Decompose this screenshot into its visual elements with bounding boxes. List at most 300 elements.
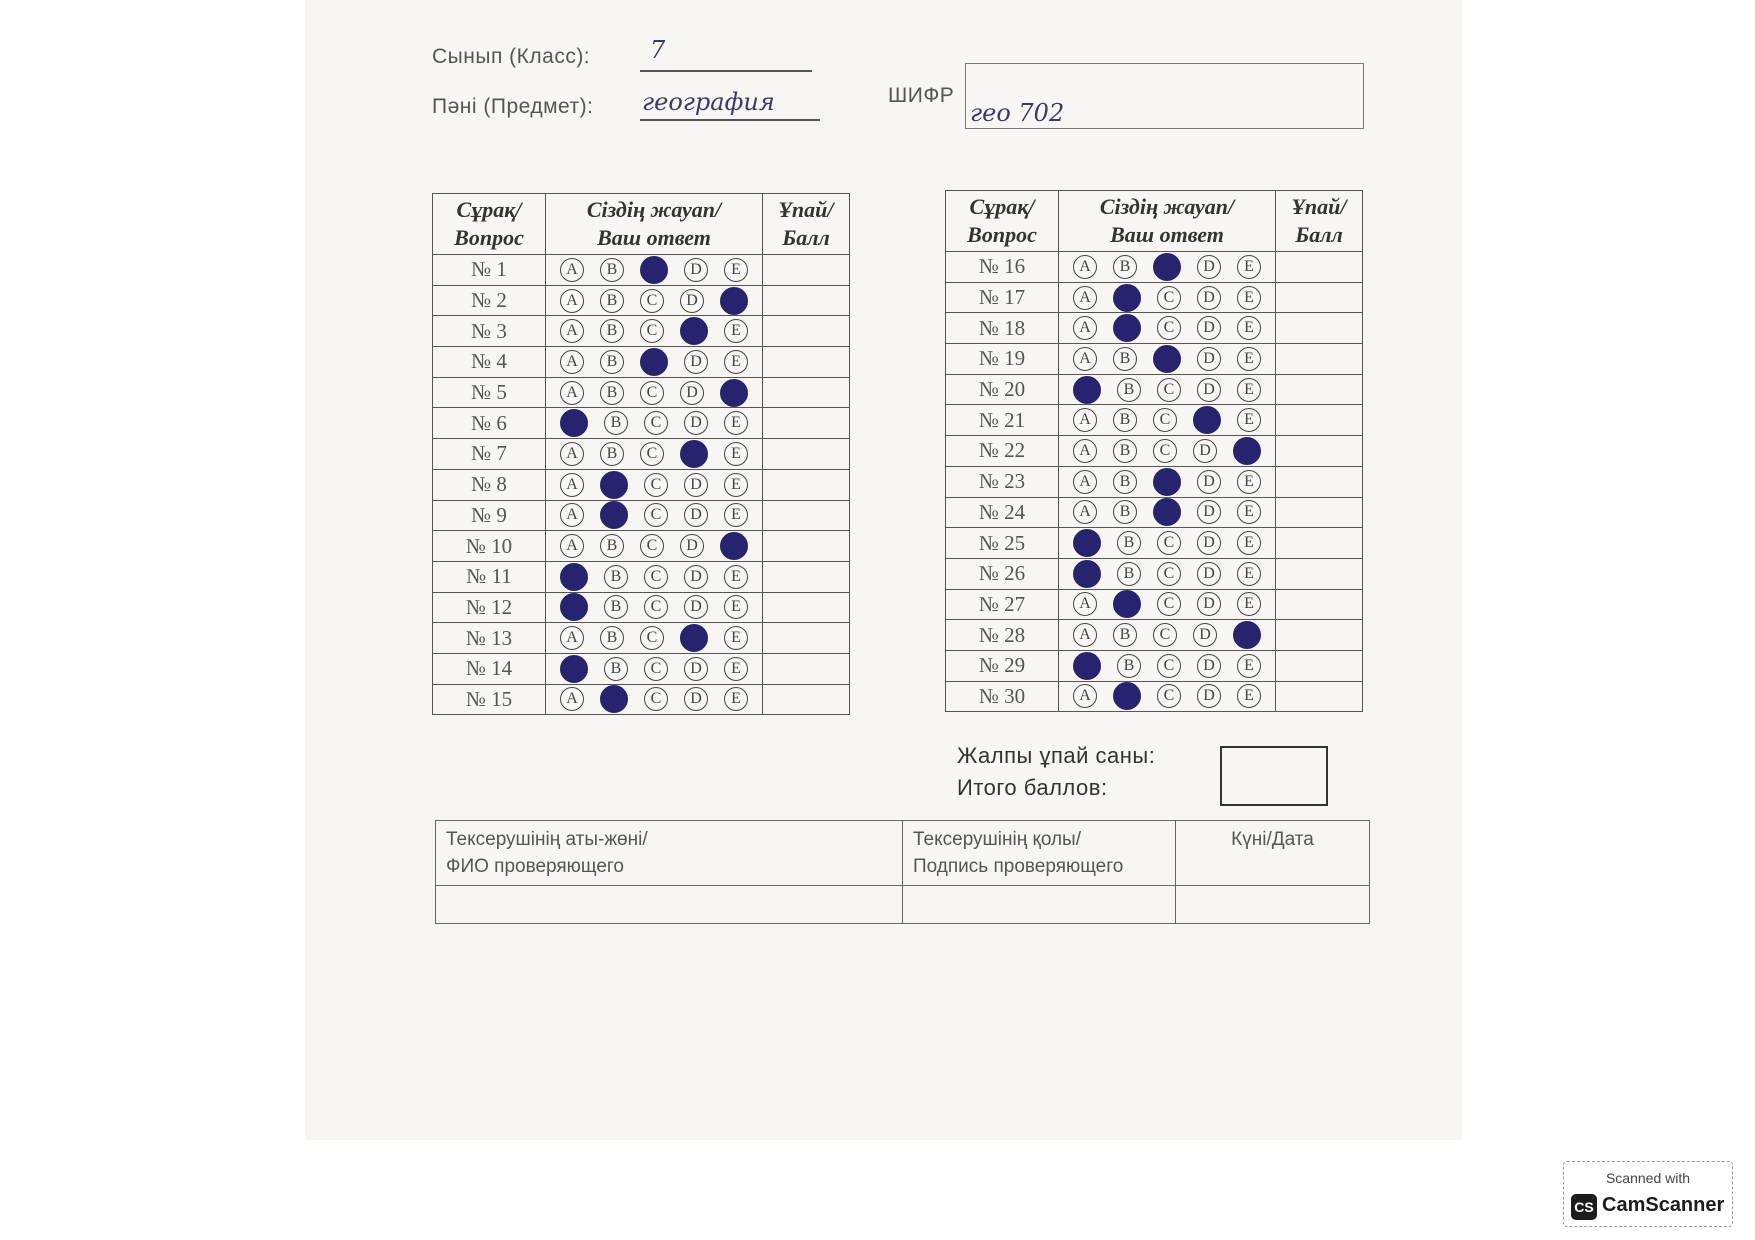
checker-signature-cell <box>903 886 1176 924</box>
score-cell <box>1276 313 1363 344</box>
table-row <box>946 558 1363 589</box>
answer-bubble-c[interactable]: C <box>644 565 668 589</box>
answer-bubble-e[interactable]: E <box>724 473 748 497</box>
table-row <box>433 531 850 562</box>
answer-options <box>546 623 763 654</box>
table-row <box>433 684 850 715</box>
answer-bubble-b[interactable]: B <box>604 565 628 589</box>
answers-table-right <box>945 190 1363 712</box>
score-cell <box>1276 405 1363 436</box>
table-row <box>433 285 850 316</box>
badge-app-name: CamScanner <box>1602 1194 1725 1216</box>
checker-name-header: Тексерушінің аты-жөні/ ФИО проверяющего <box>436 821 903 886</box>
answer-bubble-a[interactable]: A <box>1073 623 1097 647</box>
answer-bubble-b[interactable]: B <box>600 350 624 374</box>
answer-bubble-e[interactable]: E <box>1237 347 1261 371</box>
answer-options <box>546 684 763 715</box>
answer-options <box>546 439 763 470</box>
answer-bubble-b[interactable]: B <box>1113 408 1137 432</box>
answer-bubble-c[interactable]: C <box>640 442 664 466</box>
table-row <box>946 620 1363 651</box>
table-row <box>946 374 1363 405</box>
answer-options <box>1059 466 1276 497</box>
answer-bubble-e[interactable]: E <box>724 319 748 343</box>
answer-bubble-a[interactable]: A <box>1073 439 1097 463</box>
answer-options <box>1059 436 1276 467</box>
question-number: № 15 <box>433 684 546 715</box>
answer-bubble-d[interactable]: D <box>684 565 708 589</box>
class-label: Сынып (Класс): <box>432 45 591 68</box>
answer-bubble-b[interactable]: B <box>1113 500 1137 524</box>
checker-date-cell <box>1176 886 1370 924</box>
answer-bubble-a[interactable]: A <box>560 258 584 282</box>
score-cell <box>1276 620 1363 651</box>
answer-bubble-d[interactable] <box>1193 406 1221 434</box>
question-number: № 23 <box>946 466 1059 497</box>
answer-options <box>1059 650 1276 681</box>
answer-bubble-b[interactable]: B <box>604 657 628 681</box>
camscanner-logo-icon: CS <box>1571 1194 1597 1220</box>
subject-label: Пәні (Предмет): <box>432 95 594 118</box>
score-cell <box>1276 466 1363 497</box>
answer-bubble-e[interactable]: E <box>724 350 748 374</box>
table-row <box>946 589 1363 620</box>
question-number: № 14 <box>433 653 546 684</box>
answer-bubble-c[interactable]: C <box>644 503 668 527</box>
answer-bubble-b[interactable] <box>1113 682 1141 710</box>
answer-bubble-a[interactable] <box>560 593 588 621</box>
question-number: № 29 <box>946 650 1059 681</box>
answer-bubble-e[interactable]: E <box>724 687 748 711</box>
answers-table-left <box>432 193 850 715</box>
question-number: № 20 <box>946 374 1059 405</box>
answer-bubble-c[interactable]: C <box>640 534 664 558</box>
question-number: № 26 <box>946 558 1059 589</box>
question-number: № 2 <box>433 285 546 316</box>
answer-bubble-b[interactable]: B <box>1113 470 1137 494</box>
answer-options <box>546 500 763 531</box>
total-score-box <box>1220 746 1328 806</box>
table-row <box>433 439 850 470</box>
answer-bubble-e[interactable]: E <box>1237 592 1261 616</box>
answer-bubble-c[interactable]: C <box>640 381 664 405</box>
answer-bubble-c[interactable] <box>1153 498 1181 526</box>
answer-bubble-d[interactable]: D <box>1197 378 1221 402</box>
answer-bubble-b[interactable]: B <box>600 381 624 405</box>
table-row <box>433 255 850 286</box>
answer-bubble-a[interactable]: A <box>560 503 584 527</box>
question-number: № 18 <box>946 313 1059 344</box>
subject-value: география <box>642 88 775 116</box>
answer-bubble-d[interactable]: D <box>684 595 708 619</box>
answer-bubble-d[interactable]: D <box>684 503 708 527</box>
answer-bubble-d[interactable]: D <box>1197 684 1221 708</box>
table-row <box>946 497 1363 528</box>
answer-bubble-c[interactable]: C <box>644 473 668 497</box>
answer-bubble-b[interactable]: B <box>1113 347 1137 371</box>
answer-bubble-d[interactable]: D <box>1197 654 1221 678</box>
table-row <box>433 347 850 378</box>
answer-bubble-c[interactable]: C <box>1153 623 1177 647</box>
answer-bubble-e[interactable]: E <box>724 595 748 619</box>
score-cell <box>763 500 850 531</box>
table-row <box>433 469 850 500</box>
score-cell <box>1276 282 1363 313</box>
answer-bubble-c[interactable]: C <box>1153 439 1177 463</box>
score-cell <box>1276 558 1363 589</box>
answer-bubble-a[interactable] <box>560 563 588 591</box>
answer-bubble-c[interactable]: C <box>644 657 668 681</box>
answer-bubble-d[interactable]: D <box>684 258 708 282</box>
answer-bubble-e[interactable]: E <box>1237 562 1261 586</box>
answer-options <box>546 592 763 623</box>
answer-options <box>546 469 763 500</box>
question-number: № 19 <box>946 344 1059 375</box>
checker-name-cell <box>436 886 903 924</box>
subject-underline <box>640 119 820 121</box>
table-row <box>946 466 1363 497</box>
table-row <box>946 650 1363 681</box>
answer-options <box>546 408 763 439</box>
answer-bubble-b[interactable]: B <box>1113 439 1137 463</box>
answer-bubble-e[interactable]: E <box>1237 684 1261 708</box>
camscanner-badge <box>1563 1161 1733 1227</box>
checker-signature-header: Тексерушінің қолы/ Подпись проверяющего <box>903 821 1176 886</box>
answer-bubble-d[interactable]: D <box>684 657 708 681</box>
answer-options <box>1059 589 1276 620</box>
answer-options <box>1059 282 1276 313</box>
total-label-line2: Итого баллов: <box>957 775 1108 800</box>
answer-bubble-a[interactable]: A <box>1073 286 1097 310</box>
answer-bubble-a[interactable]: A <box>560 381 584 405</box>
answer-bubble-a[interactable]: A <box>1073 684 1097 708</box>
answer-bubble-c[interactable] <box>1153 345 1181 373</box>
table-row <box>433 316 850 347</box>
answer-options <box>546 255 763 286</box>
answer-bubble-c[interactable] <box>640 256 668 284</box>
answer-bubble-c[interactable]: C <box>1157 684 1181 708</box>
answer-bubble-a[interactable]: A <box>560 442 584 466</box>
score-cell <box>763 316 850 347</box>
question-number: № 24 <box>946 497 1059 528</box>
answer-bubble-d[interactable] <box>680 440 708 468</box>
table-row <box>946 528 1363 559</box>
answer-bubble-a[interactable] <box>1073 560 1101 588</box>
answer-options <box>1059 497 1276 528</box>
score-cell <box>763 684 850 715</box>
table-row <box>946 313 1363 344</box>
score-cell <box>763 653 850 684</box>
score-cell <box>763 285 850 316</box>
answer-bubble-b[interactable]: B <box>1117 378 1141 402</box>
score-cell <box>763 377 850 408</box>
table-row <box>946 436 1363 467</box>
answer-bubble-d[interactable]: D <box>1197 255 1221 279</box>
score-cell <box>1276 497 1363 528</box>
score-cell <box>763 531 850 562</box>
answer-bubble-b[interactable]: B <box>604 411 628 435</box>
answer-bubble-b[interactable] <box>1113 284 1141 312</box>
answer-bubble-d[interactable]: D <box>684 473 708 497</box>
answer-bubble-e[interactable]: E <box>1237 531 1261 555</box>
score-cell <box>1276 650 1363 681</box>
answer-options <box>1059 313 1276 344</box>
table-row <box>946 681 1363 712</box>
code-value: гео 702 <box>970 99 1065 127</box>
question-number: № 7 <box>433 439 546 470</box>
answer-bubble-a[interactable]: A <box>560 350 584 374</box>
answer-bubble-c[interactable]: C <box>1157 378 1181 402</box>
question-number: № 16 <box>946 252 1059 283</box>
answer-bubble-a[interactable]: A <box>1073 408 1097 432</box>
answer-bubble-a[interactable] <box>1073 652 1101 680</box>
question-header: Сұрақ/ Вопрос <box>946 191 1059 252</box>
question-number: № 28 <box>946 620 1059 651</box>
question-number: № 13 <box>433 623 546 654</box>
score-cell <box>763 561 850 592</box>
answer-options <box>546 285 763 316</box>
score-cell <box>763 469 850 500</box>
answer-bubble-e[interactable]: E <box>1237 378 1261 402</box>
score-cell <box>1276 252 1363 283</box>
answer-options <box>1059 374 1276 405</box>
answer-bubble-a[interactable] <box>1073 376 1101 404</box>
answer-bubble-a[interactable]: A <box>1073 592 1097 616</box>
score-cell <box>763 255 850 286</box>
question-number: № 1 <box>433 255 546 286</box>
table-row <box>433 592 850 623</box>
class-value: 7 <box>650 36 666 64</box>
question-number: № 30 <box>946 681 1059 712</box>
answer-bubble-d[interactable]: D <box>680 289 704 313</box>
answer-bubble-c[interactable]: C <box>1157 316 1181 340</box>
answer-options <box>546 347 763 378</box>
question-number: № 5 <box>433 377 546 408</box>
question-number: № 6 <box>433 408 546 439</box>
answer-bubble-a[interactable]: A <box>560 473 584 497</box>
answer-bubble-c[interactable]: C <box>1157 592 1181 616</box>
answer-bubble-c[interactable]: C <box>644 687 668 711</box>
checker-table <box>435 820 1370 924</box>
score-cell <box>763 592 850 623</box>
answer-bubble-a[interactable]: A <box>1073 347 1097 371</box>
checker-date-header: Күні/Дата <box>1176 821 1370 886</box>
answer-bubble-e[interactable]: E <box>724 258 748 282</box>
answer-bubble-c[interactable] <box>1153 253 1181 281</box>
answer-bubble-a[interactable] <box>560 655 588 683</box>
answer-bubble-b[interactable]: B <box>600 442 624 466</box>
score-cell <box>763 408 850 439</box>
answer-bubble-d[interactable] <box>680 624 708 652</box>
answer-bubble-c[interactable]: C <box>1157 531 1181 555</box>
answer-bubble-c[interactable]: C <box>640 289 664 313</box>
answer-bubble-c[interactable]: C <box>1157 562 1181 586</box>
answer-header: Сіздің жауап/ Ваш ответ <box>546 194 763 255</box>
code-label: ШИФР <box>888 84 955 107</box>
answer-bubble-a[interactable]: A <box>560 289 584 313</box>
answer-bubble-c[interactable] <box>1153 468 1181 496</box>
answer-bubble-b[interactable]: B <box>600 289 624 313</box>
answer-options <box>1059 620 1276 651</box>
answer-options <box>546 531 763 562</box>
answer-bubble-a[interactable] <box>560 409 588 437</box>
question-number: № 9 <box>433 500 546 531</box>
answer-bubble-a[interactable]: A <box>560 319 584 343</box>
answer-bubble-d[interactable]: D <box>1197 470 1221 494</box>
score-header: Ұпай/ Балл <box>763 194 850 255</box>
answer-bubble-a[interactable]: A <box>1073 500 1097 524</box>
answer-bubble-e[interactable]: E <box>1237 316 1261 340</box>
answer-bubble-d[interactable]: D <box>680 381 704 405</box>
total-label-line1: Жалпы ұпай саны: <box>957 743 1156 768</box>
table-row <box>433 500 850 531</box>
score-cell <box>1276 528 1363 559</box>
answer-bubble-c[interactable]: C <box>1153 408 1177 432</box>
score-cell <box>1276 436 1363 467</box>
answer-options <box>1059 528 1276 559</box>
table-row <box>433 561 850 592</box>
score-cell <box>1276 374 1363 405</box>
answer-options <box>1059 405 1276 436</box>
table-row <box>946 405 1363 436</box>
question-number: № 25 <box>946 528 1059 559</box>
table-row <box>433 653 850 684</box>
answer-bubble-a[interactable]: A <box>560 626 584 650</box>
question-number: № 17 <box>946 282 1059 313</box>
question-number: № 11 <box>433 561 546 592</box>
table-row <box>946 252 1363 283</box>
answer-bubble-b[interactable]: B <box>600 319 624 343</box>
answer-bubble-d[interactable]: D <box>1197 316 1221 340</box>
answer-options <box>546 653 763 684</box>
answer-bubble-a[interactable]: A <box>1073 316 1097 340</box>
table-row <box>946 344 1363 375</box>
answer-bubble-a[interactable] <box>1073 529 1101 557</box>
answer-bubble-a[interactable]: A <box>560 534 584 558</box>
answer-bubble-d[interactable]: D <box>1197 531 1221 555</box>
answer-bubble-a[interactable]: A <box>1073 470 1097 494</box>
score-cell <box>1276 589 1363 620</box>
answer-sheet-paper <box>305 0 1462 1140</box>
answer-bubble-e[interactable] <box>720 287 748 315</box>
answer-bubble-b[interactable] <box>600 685 628 713</box>
answer-bubble-b[interactable]: B <box>1117 531 1141 555</box>
answer-bubble-e[interactable] <box>1233 437 1261 465</box>
answer-bubble-e[interactable]: E <box>724 411 748 435</box>
answer-bubble-d[interactable]: D <box>1197 592 1221 616</box>
answer-bubble-e[interactable]: E <box>1237 500 1261 524</box>
answer-bubble-d[interactable]: D <box>1193 623 1217 647</box>
answer-bubble-d[interactable]: D <box>1197 562 1221 586</box>
question-number: № 22 <box>946 436 1059 467</box>
answer-bubble-e[interactable]: E <box>724 565 748 589</box>
answer-bubble-a[interactable]: A <box>560 687 584 711</box>
answer-bubble-b[interactable]: B <box>1117 654 1141 678</box>
score-cell <box>1276 344 1363 375</box>
answer-bubble-d[interactable]: D <box>680 534 704 558</box>
answer-bubble-c[interactable]: C <box>1157 286 1181 310</box>
answer-options <box>1059 558 1276 589</box>
answer-bubble-d[interactable]: D <box>1197 347 1221 371</box>
answer-bubble-c[interactable]: C <box>640 626 664 650</box>
total-label <box>957 740 1155 804</box>
answer-options <box>546 377 763 408</box>
answer-bubble-c[interactable]: C <box>644 411 668 435</box>
answer-options <box>1059 344 1276 375</box>
answer-bubble-e[interactable]: E <box>724 503 748 527</box>
badge-top-text: Scanned with <box>1605 1170 1691 1186</box>
score-cell <box>1276 681 1363 712</box>
answer-bubble-b[interactable]: B <box>600 626 624 650</box>
score-cell <box>763 347 850 378</box>
answer-bubble-d[interactable]: D <box>1193 439 1217 463</box>
answer-bubble-e[interactable] <box>720 379 748 407</box>
answer-bubble-e[interactable]: E <box>1237 255 1261 279</box>
answer-bubble-e[interactable]: E <box>724 626 748 650</box>
question-number: № 27 <box>946 589 1059 620</box>
answer-bubble-c[interactable]: C <box>1157 654 1181 678</box>
answer-bubble-c[interactable]: C <box>644 595 668 619</box>
answer-bubble-e[interactable] <box>1233 621 1261 649</box>
answer-options <box>546 561 763 592</box>
question-number: № 12 <box>433 592 546 623</box>
class-underline <box>640 70 812 72</box>
answer-bubble-c[interactable]: C <box>640 319 664 343</box>
question-number: № 21 <box>946 405 1059 436</box>
answer-bubble-e[interactable]: E <box>1237 654 1261 678</box>
answer-bubble-e[interactable]: E <box>1237 470 1261 494</box>
question-number: № 4 <box>433 347 546 378</box>
answer-bubble-b[interactable]: B <box>604 595 628 619</box>
score-cell <box>763 439 850 470</box>
question-header: Сұрақ/ Вопрос <box>433 194 546 255</box>
answer-bubble-e[interactable]: E <box>1237 408 1261 432</box>
question-number: № 8 <box>433 469 546 500</box>
answer-bubble-b[interactable] <box>600 471 628 499</box>
answer-bubble-d[interactable]: D <box>1197 286 1221 310</box>
answer-bubble-b[interactable]: B <box>600 534 624 558</box>
answer-bubble-d[interactable]: D <box>684 687 708 711</box>
table-row <box>433 623 850 654</box>
answer-bubble-d[interactable]: D <box>684 350 708 374</box>
answer-bubble-a[interactable]: A <box>1073 255 1097 279</box>
answer-bubble-d[interactable]: D <box>684 411 708 435</box>
table-row <box>433 408 850 439</box>
answer-bubble-b[interactable]: B <box>1117 562 1141 586</box>
answer-bubble-b[interactable]: B <box>1113 623 1137 647</box>
answer-bubble-c[interactable] <box>640 348 668 376</box>
answer-bubble-b[interactable] <box>1113 590 1141 618</box>
answer-bubble-b[interactable]: B <box>1113 255 1137 279</box>
answer-options <box>1059 252 1276 283</box>
answer-bubble-b[interactable]: B <box>600 258 624 282</box>
answer-bubble-e[interactable] <box>720 532 748 560</box>
score-cell <box>763 623 850 654</box>
answer-options <box>546 316 763 347</box>
answer-header: Сіздің жауап/ Ваш ответ <box>1059 191 1276 252</box>
question-number: № 3 <box>433 316 546 347</box>
answer-options <box>1059 681 1276 712</box>
answer-bubble-e[interactable]: E <box>724 657 748 681</box>
answer-bubble-b[interactable] <box>600 501 628 529</box>
table-row <box>946 282 1363 313</box>
answer-bubble-d[interactable]: D <box>1197 500 1221 524</box>
answer-bubble-d[interactable] <box>680 317 708 345</box>
answer-bubble-e[interactable]: E <box>1237 286 1261 310</box>
answer-bubble-b[interactable] <box>1113 314 1141 342</box>
answer-bubble-e[interactable]: E <box>724 442 748 466</box>
table-row <box>433 377 850 408</box>
